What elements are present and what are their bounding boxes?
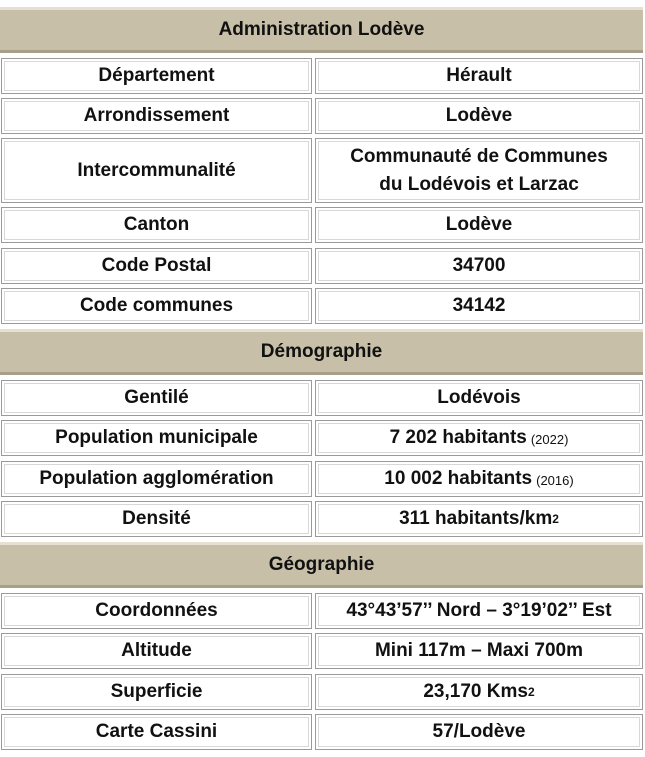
- area-value: 23,170 Kms: [423, 681, 528, 702]
- row-value: 43°43’57’’ Nord – 3°19’02’’ Est: [315, 593, 643, 629]
- table-row: [0, 288, 645, 324]
- row-value: 23,170 Kms 2: [315, 674, 643, 710]
- row-label: Code Postal: [1, 248, 312, 284]
- row-value: 57/Lodève: [315, 714, 643, 750]
- row-label: Carte Cassini: [1, 714, 312, 750]
- table-row: [0, 380, 645, 416]
- row-value: Communauté de Communes du Lodévois et Larzac: [315, 138, 643, 203]
- table-row: [0, 58, 645, 94]
- table-row: [0, 633, 645, 669]
- row-label: Arrondissement: [1, 98, 312, 134]
- table-row: [0, 98, 645, 134]
- table-row: [0, 593, 645, 629]
- row-label: Altitude: [1, 633, 312, 669]
- year-note: (2022): [530, 432, 569, 447]
- row-label: Gentilé: [1, 380, 312, 416]
- table-row: [0, 674, 645, 710]
- row-label: Coordonnées: [1, 593, 312, 629]
- table-row: [0, 714, 645, 750]
- row-value: Lodévois: [315, 380, 643, 416]
- population-value: 7 202 habitants: [389, 427, 527, 448]
- year-note: (2016): [536, 473, 574, 488]
- row-value: 34142: [315, 288, 643, 324]
- row-value: [315, 420, 643, 456]
- row-value: Hérault: [315, 58, 643, 94]
- table-row: [0, 420, 645, 456]
- row-label: Canton: [1, 207, 312, 243]
- table-row: [0, 248, 645, 284]
- row-value: Lodève: [315, 207, 643, 243]
- row-label: Département: [1, 58, 312, 94]
- population-value: 10 002 habitants: [384, 468, 533, 489]
- table-row: [0, 501, 645, 537]
- row-label: Densité: [1, 501, 312, 537]
- section-header-geographie: Géographie: [0, 542, 643, 588]
- row-label: Population agglomération: [1, 461, 312, 497]
- row-value: 34700: [315, 248, 643, 284]
- row-value: Mini 117m – Maxi 700m: [315, 633, 643, 669]
- table-row: [0, 207, 645, 243]
- row-value: [315, 461, 643, 497]
- section-header-demographie: Démographie: [0, 329, 643, 375]
- row-label: Superficie: [1, 674, 312, 710]
- row-value: 311 habitants/km 2: [315, 501, 643, 537]
- row-label: Population municipale: [1, 420, 312, 456]
- density-value: 311 habitants/km: [399, 508, 553, 529]
- table-row: [0, 138, 645, 203]
- table-row: [0, 461, 645, 497]
- section-header-administration: Administration Lodève: [0, 7, 643, 53]
- row-label: Code communes: [1, 288, 312, 324]
- row-value: Lodève: [315, 98, 643, 134]
- row-label: Intercommunalité: [1, 138, 312, 203]
